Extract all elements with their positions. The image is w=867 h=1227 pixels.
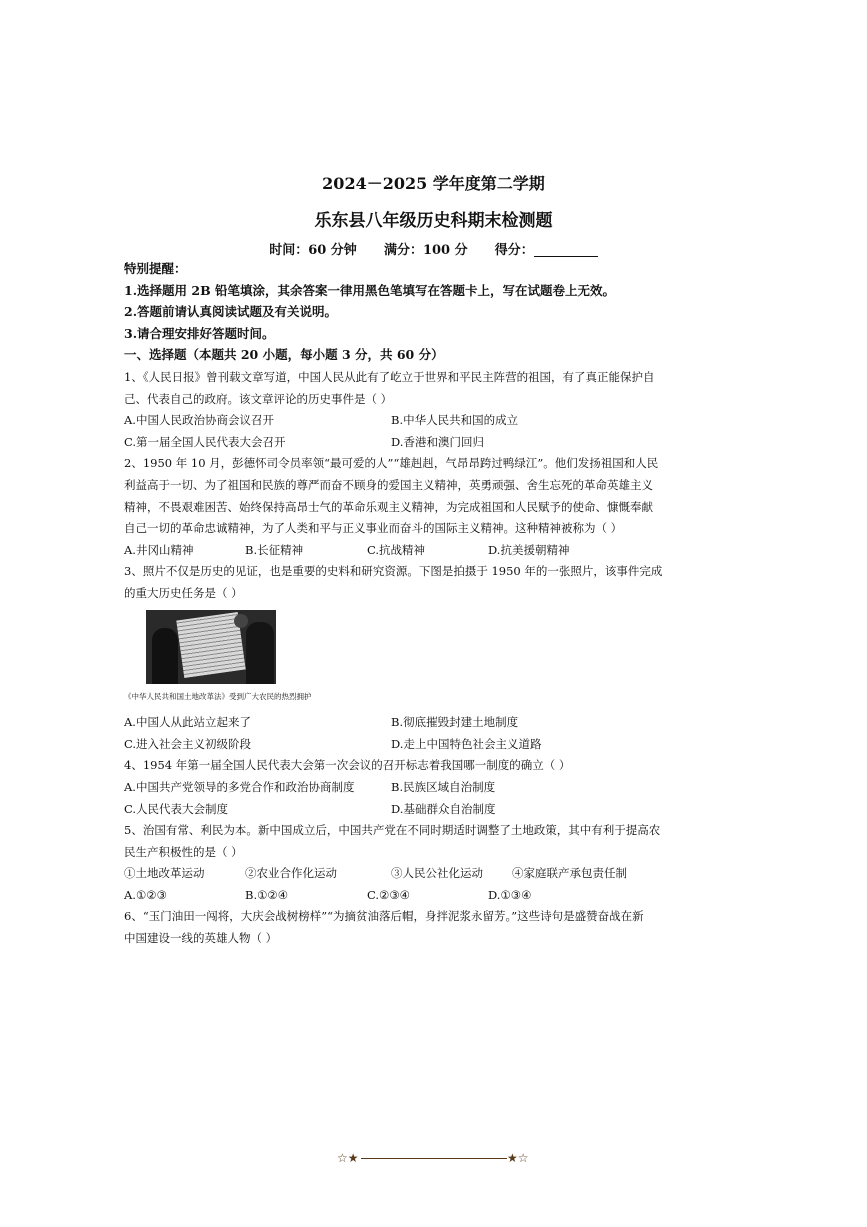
answer-option: B.长征精神 (245, 543, 304, 557)
statement-item: ②农业合作化运动 (245, 866, 337, 880)
answer-option: D.走上中国特色社会主义道路 (391, 737, 542, 751)
question-text: 的重大历史任务是（ ） (124, 586, 243, 600)
photo-caption: 《中华人民共和国土地改革法》受到广大农民的热烈拥护 (124, 692, 312, 701)
notice-item: 1.选择题用 2B 铅笔填涂，其余答案一律用黑色笔填写在答题卡上，写在试题卷上无效。 (124, 283, 616, 298)
exam-meta (0, 239, 867, 258)
statement-item: ④家庭联产承包责任制 (512, 866, 627, 880)
answer-option: B.彻底摧毁封建土地制度 (391, 715, 519, 729)
question-text: 己、代表自己的政府。该文章评论的历史事件是（ ） (124, 392, 393, 406)
answer-option: C.第一届全国人民代表大会召开 (124, 435, 286, 449)
answer-option: C.抗战精神 (367, 543, 426, 557)
exam-title: 乐东县八年级历史科期末检测题 (314, 211, 553, 231)
question-text: 5、治国有常、利民为本。新中国成立后，中国共产党在不同时期适时调整了土地政策，其中有利于提高农 (124, 823, 661, 837)
answer-option: A.中国共产党领导的多党合作和政治协商制度 (124, 780, 355, 794)
question-text: 中国建设一线的英雄人物（ ） (124, 931, 278, 945)
answer-option: C.进入社会主义初级阶段 (124, 737, 252, 751)
answer-option: B.民族区域自治制度 (391, 780, 496, 794)
answer-option: D.香港和澳门回归 (391, 435, 484, 449)
land-reform-photo (146, 610, 276, 684)
score-blank (534, 244, 598, 257)
footer-divider (361, 1158, 507, 1159)
question-text: 利益高于一切、为了祖国和民族的尊严而奋不顾身的爱国主义精神，英勇顽强、舍生忘死的革命英雄主义 (124, 478, 653, 492)
star-icon: ☆★ (337, 1151, 359, 1165)
answer-option: A.井冈山精神 (124, 543, 194, 557)
notice-item: 3.请合理安排好答题时间。 (124, 326, 275, 341)
answer-option: A.①②③ (124, 888, 167, 902)
section-heading: 一、选择题（本题共 20 小题，每小题 3 分，共 60 分） (124, 347, 444, 362)
answer-option: B.中华人民共和国的成立 (391, 413, 519, 427)
page-footer-ornament (337, 1150, 531, 1166)
star-icon: ★☆ (507, 1151, 529, 1165)
photo-figure (152, 628, 178, 684)
question-text: 4、1954 年第一届全国人民代表大会第一次会议的召开标志着我国哪一制度的确立（ ） (124, 758, 571, 772)
question-text: 精神，不畏艰难困苦、始终保持高昂士气的革命乐观主义精神，为完成祖国和人民赋予的使命、慷慨奉献 (124, 500, 653, 514)
year-title: 2024－2025 学年度第二学期 (322, 174, 545, 193)
answer-option: C.人民代表大会制度 (124, 802, 229, 816)
score-label: 满分：100 分 (383, 243, 468, 258)
question-text: 1、《人民日报》曾刊载文章写道，中国人民从此有了屹立于世界和平民主阵营的祖国，有了真正能保护自 (124, 370, 655, 384)
question-text: 3、照片不仅是历史的见证，也是重要的史料和研究资源。下图是拍摄于 1950 年的一张照片，该事件完成 (124, 564, 663, 578)
question-text: 6、“玉门油田一闯将，大庆会战树榜样”“为摘贫油落后帽，身拌泥浆永留芳。”这些诗句是盛赞奋战在新 (124, 909, 644, 923)
notice-item: 2.答题前请认真阅读试题及有关说明。 (124, 304, 338, 319)
question-text: 民生产积极性的是（ ） (124, 845, 243, 859)
answer-option: B.①②④ (245, 888, 289, 902)
photo-figure (246, 622, 274, 684)
answer-option: D.基础群众自治制度 (391, 802, 496, 816)
got-label: 得分： (494, 243, 534, 258)
answer-option: C.②③④ (367, 888, 410, 902)
time-label: 时间：60 分钟 (269, 243, 357, 258)
statement-item: ①土地改革运动 (124, 866, 205, 880)
question-text: 自己一切的革命忠诚精神，为了人类和平与正义事业而奋斗的国际主义精神。这种精神被称为（ ） (124, 521, 623, 535)
answer-option: A.中国人从此站立起来了 (124, 715, 251, 729)
question-text: 2、1950 年 10 月，彭德怀司令员率领“最可爱的人”“雄赳赳，气昂昂跨过鸭绿江”。他们发扬祖国和人民 (124, 456, 659, 470)
answer-option: A.中国人民政治协商会议召开 (124, 413, 274, 427)
statement-item: ③人民公社化运动 (391, 866, 483, 880)
answer-option: D.抗美援朝精神 (488, 543, 570, 557)
notice-heading: 特别提醒： (124, 261, 187, 276)
answer-option: D.①③④ (488, 888, 532, 902)
photo-figure (234, 614, 248, 628)
